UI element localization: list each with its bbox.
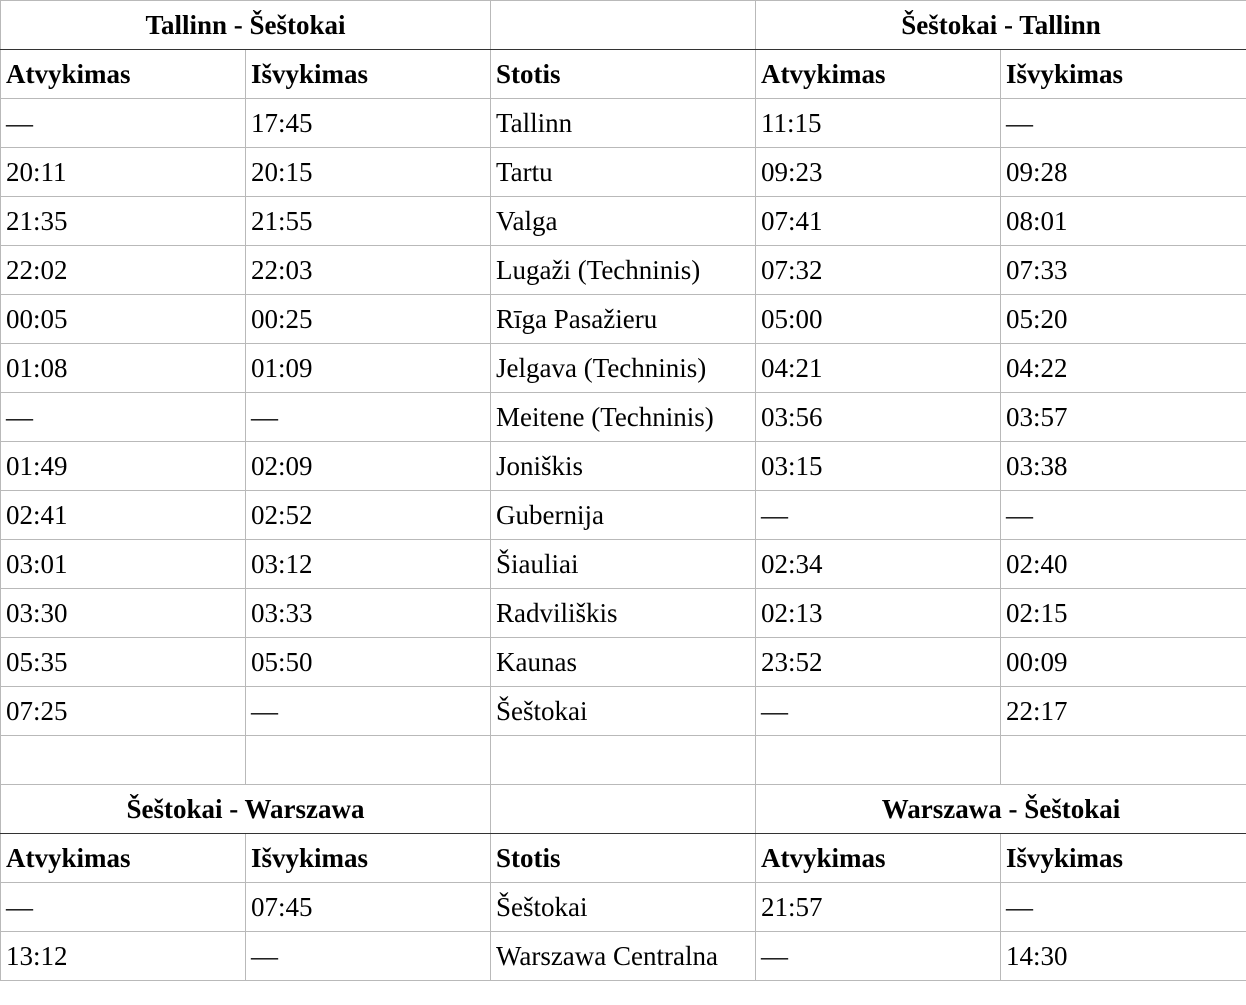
cell-departure: 17:45 — [246, 99, 491, 148]
cell-station: Gubernija — [491, 491, 756, 540]
route-title-row — [1, 785, 1246, 834]
cell-station: Valga — [491, 197, 756, 246]
cell-arrival: 03:56 — [756, 393, 1001, 442]
column-header-row — [1, 50, 1246, 99]
cell-arrival — [1, 736, 246, 785]
table-row — [1, 638, 1246, 687]
table-row — [1, 932, 1246, 981]
cell-departure: 22:03 — [246, 246, 491, 295]
cell-station: Tartu — [491, 148, 756, 197]
cell-departure: 02:52 — [246, 491, 491, 540]
cell-departure: — — [246, 687, 491, 736]
cell-station: Meitene (Techninis) — [491, 393, 756, 442]
table-row — [1, 687, 1246, 736]
route-title-spacer — [491, 1, 756, 50]
cell-station: Joniškis — [491, 442, 756, 491]
cell-departure: 01:09 — [246, 344, 491, 393]
cell-arrival: 07:32 — [756, 246, 1001, 295]
cell-departure: — — [1001, 491, 1246, 540]
cell-arrival: 02:41 — [1, 491, 246, 540]
cell-departure: 09:28 — [1001, 148, 1246, 197]
cell-departure: 07:45 — [246, 883, 491, 932]
cell-station: Kaunas — [491, 638, 756, 687]
cell-arrival: 01:08 — [1, 344, 246, 393]
cell-arrival: 07:41 — [756, 197, 1001, 246]
cell-arrival: — — [1, 99, 246, 148]
column-header-arrival: Atvykimas — [1, 834, 246, 883]
cell-station: Šiauliai — [491, 540, 756, 589]
cell-station: Warszawa Centralna — [491, 932, 756, 981]
cell-departure: 22:17 — [1001, 687, 1246, 736]
table-row — [1, 295, 1246, 344]
column-header-arrival: Atvykimas — [756, 834, 1001, 883]
column-header-departure: Išvykimas — [246, 50, 491, 99]
cell-departure: 02:40 — [1001, 540, 1246, 589]
cell-departure: 00:25 — [246, 295, 491, 344]
cell-arrival: 03:01 — [1, 540, 246, 589]
cell-departure: — — [246, 932, 491, 981]
table-row — [1, 197, 1246, 246]
cell-station: Šeštokai — [491, 883, 756, 932]
cell-departure: 03:57 — [1001, 393, 1246, 442]
cell-arrival: — — [1, 883, 246, 932]
column-header-departure: Išvykimas — [1001, 50, 1246, 99]
table-row — [1, 589, 1246, 638]
table-row — [1, 883, 1246, 932]
column-header-departure: Išvykimas — [1001, 834, 1246, 883]
cell-arrival: 13:12 — [1, 932, 246, 981]
table-row — [1, 442, 1246, 491]
cell-arrival: 21:35 — [1, 197, 246, 246]
cell-departure — [246, 736, 491, 785]
table-row — [1, 393, 1246, 442]
cell-departure: 20:15 — [246, 148, 491, 197]
cell-station: Jelgava (Techninis) — [491, 344, 756, 393]
route-title-row — [1, 1, 1246, 50]
cell-departure: 05:50 — [246, 638, 491, 687]
cell-departure: 07:33 — [1001, 246, 1246, 295]
cell-arrival: 11:15 — [756, 99, 1001, 148]
cell-arrival: — — [756, 687, 1001, 736]
table-row — [1, 736, 1246, 785]
route-title-spacer — [491, 785, 756, 834]
route-title-outbound: Tallinn - Šeštokai — [1, 1, 491, 50]
cell-station: Šeštokai — [491, 687, 756, 736]
cell-arrival: 01:49 — [1, 442, 246, 491]
cell-station: Lugaži (Techninis) — [491, 246, 756, 295]
cell-departure: — — [1001, 883, 1246, 932]
route-title-return: Šeštokai - Tallinn — [756, 1, 1246, 50]
cell-arrival: — — [756, 491, 1001, 540]
table-row — [1, 148, 1246, 197]
route-title-outbound: Šeštokai - Warszawa — [1, 785, 491, 834]
timetable-body — [1, 1, 1246, 981]
table-row — [1, 540, 1246, 589]
column-header-arrival: Atvykimas — [1, 50, 246, 99]
table-row — [1, 491, 1246, 540]
cell-arrival: 04:21 — [756, 344, 1001, 393]
cell-arrival: 20:11 — [1, 148, 246, 197]
cell-departure: 03:33 — [246, 589, 491, 638]
cell-arrival: 22:02 — [1, 246, 246, 295]
column-header-station: Stotis — [491, 834, 756, 883]
cell-departure: 04:22 — [1001, 344, 1246, 393]
cell-departure — [1001, 736, 1246, 785]
cell-arrival: 05:35 — [1, 638, 246, 687]
table-row — [1, 344, 1246, 393]
cell-departure: 03:38 — [1001, 442, 1246, 491]
cell-arrival: 02:13 — [756, 589, 1001, 638]
cell-departure: 00:09 — [1001, 638, 1246, 687]
cell-departure: — — [246, 393, 491, 442]
cell-arrival — [756, 736, 1001, 785]
cell-arrival: — — [1, 393, 246, 442]
cell-departure: — — [1001, 99, 1246, 148]
cell-station: Tallinn — [491, 99, 756, 148]
cell-departure: 08:01 — [1001, 197, 1246, 246]
cell-station: Rīga Pasažieru — [491, 295, 756, 344]
cell-arrival: 03:15 — [756, 442, 1001, 491]
cell-departure: 03:12 — [246, 540, 491, 589]
cell-station: Radviliškis — [491, 589, 756, 638]
cell-arrival: 00:05 — [1, 295, 246, 344]
cell-departure: 02:15 — [1001, 589, 1246, 638]
cell-arrival: 21:57 — [756, 883, 1001, 932]
cell-departure: 02:09 — [246, 442, 491, 491]
cell-station — [491, 736, 756, 785]
cell-arrival: — — [756, 932, 1001, 981]
cell-arrival: 03:30 — [1, 589, 246, 638]
cell-arrival: 23:52 — [756, 638, 1001, 687]
table-row — [1, 99, 1246, 148]
cell-departure: 21:55 — [246, 197, 491, 246]
cell-departure: 14:30 — [1001, 932, 1246, 981]
cell-arrival: 09:23 — [756, 148, 1001, 197]
route-title-return: Warszawa - Šeštokai — [756, 785, 1246, 834]
cell-arrival: 05:00 — [756, 295, 1001, 344]
column-header-station: Stotis — [491, 50, 756, 99]
column-header-arrival: Atvykimas — [756, 50, 1001, 99]
cell-arrival: 02:34 — [756, 540, 1001, 589]
column-header-departure: Išvykimas — [246, 834, 491, 883]
cell-arrival: 07:25 — [1, 687, 246, 736]
cell-departure: 05:20 — [1001, 295, 1246, 344]
table-row — [1, 246, 1246, 295]
column-header-row — [1, 834, 1246, 883]
